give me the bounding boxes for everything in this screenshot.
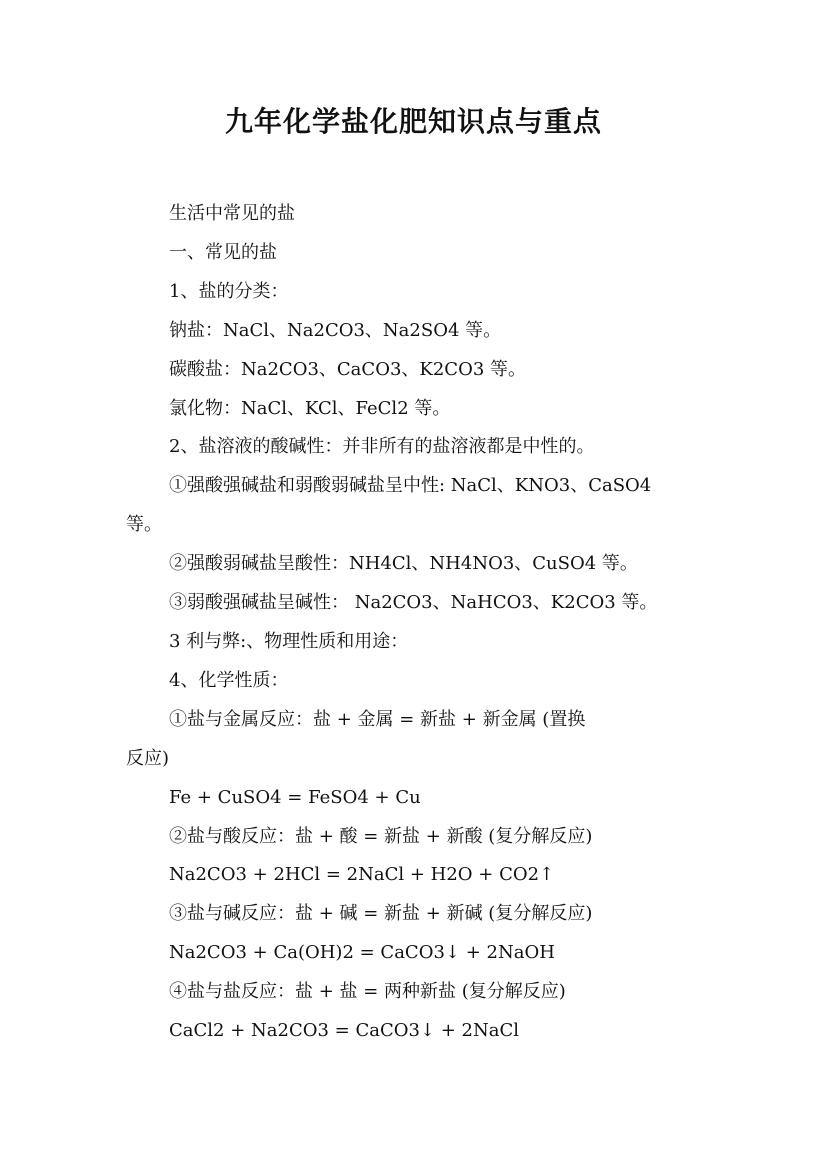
text-line: ①盐与金属反应：盐 + 金属 = 新盐 + 新金属 (置换 bbox=[169, 708, 586, 730]
text-line: 3 利与弊:、物理性质和用途： bbox=[169, 630, 409, 652]
equation-line: Fe + CuSO4 = FeSO4 + Cu bbox=[169, 786, 421, 808]
text-line: ②盐与酸反应：盐 + 酸 = 新盐 + 新酸 (复分解反应) bbox=[169, 825, 593, 847]
equation-line: Na2CO3 + Ca(OH)2 = CaCO3↓ + 2NaOH bbox=[169, 942, 555, 964]
text-line: ①强酸强碱盐和弱酸弱碱盐呈中性: NaCl、KNO3、CaSO4 bbox=[169, 475, 652, 497]
text-line: 钠盐：NaCl、Na2CO3、Na2SO4 等。 bbox=[169, 319, 502, 341]
document-title: 九年化学盐化肥知识点与重点 bbox=[224, 105, 602, 138]
section-heading: 生活中常见的盐 bbox=[169, 203, 295, 224]
equation-line: Na2CO3 + 2HCl = 2NaCl + H2O + CO2↑ bbox=[169, 864, 555, 886]
text-line: 碳酸盐：Na2CO3、CaCO3、K2CO3 等。 bbox=[169, 358, 527, 380]
text-line: 氯化物：NaCl、KCl、FeCl2 等。 bbox=[169, 397, 451, 419]
text-line: ③弱酸强碱盐呈碱性： Na2CO3、NaHCO3、K2CO3 等。 bbox=[169, 592, 658, 614]
text-line: 2、盐溶液的酸碱性：并非所有的盐溶液都是中性的。 bbox=[169, 436, 595, 458]
text-line: 1、盐的分类： bbox=[169, 280, 289, 302]
document-body bbox=[126, 195, 711, 1051]
text-line: ④盐与盐反应：盐 + 盐 = 两种新盐 (复分解反应) bbox=[169, 981, 566, 1003]
text-line-continuation: 等。 bbox=[126, 514, 162, 536]
subsection-heading: 一、常见的盐 bbox=[169, 241, 277, 263]
text-line: ②强酸弱碱盐呈酸性：NH4Cl、NH4NO3、CuSO4 等。 bbox=[169, 553, 638, 575]
text-line: 4、化学性质： bbox=[169, 669, 289, 691]
text-line: ③盐与碱反应：盐 + 碱 = 新盐 + 新碱 (复分解反应) bbox=[169, 903, 593, 925]
equation-line: CaCl2 + Na2CO3 = CaCO3↓ + 2NaCl bbox=[169, 1020, 520, 1042]
text-line-continuation: 反应) bbox=[126, 747, 170, 769]
